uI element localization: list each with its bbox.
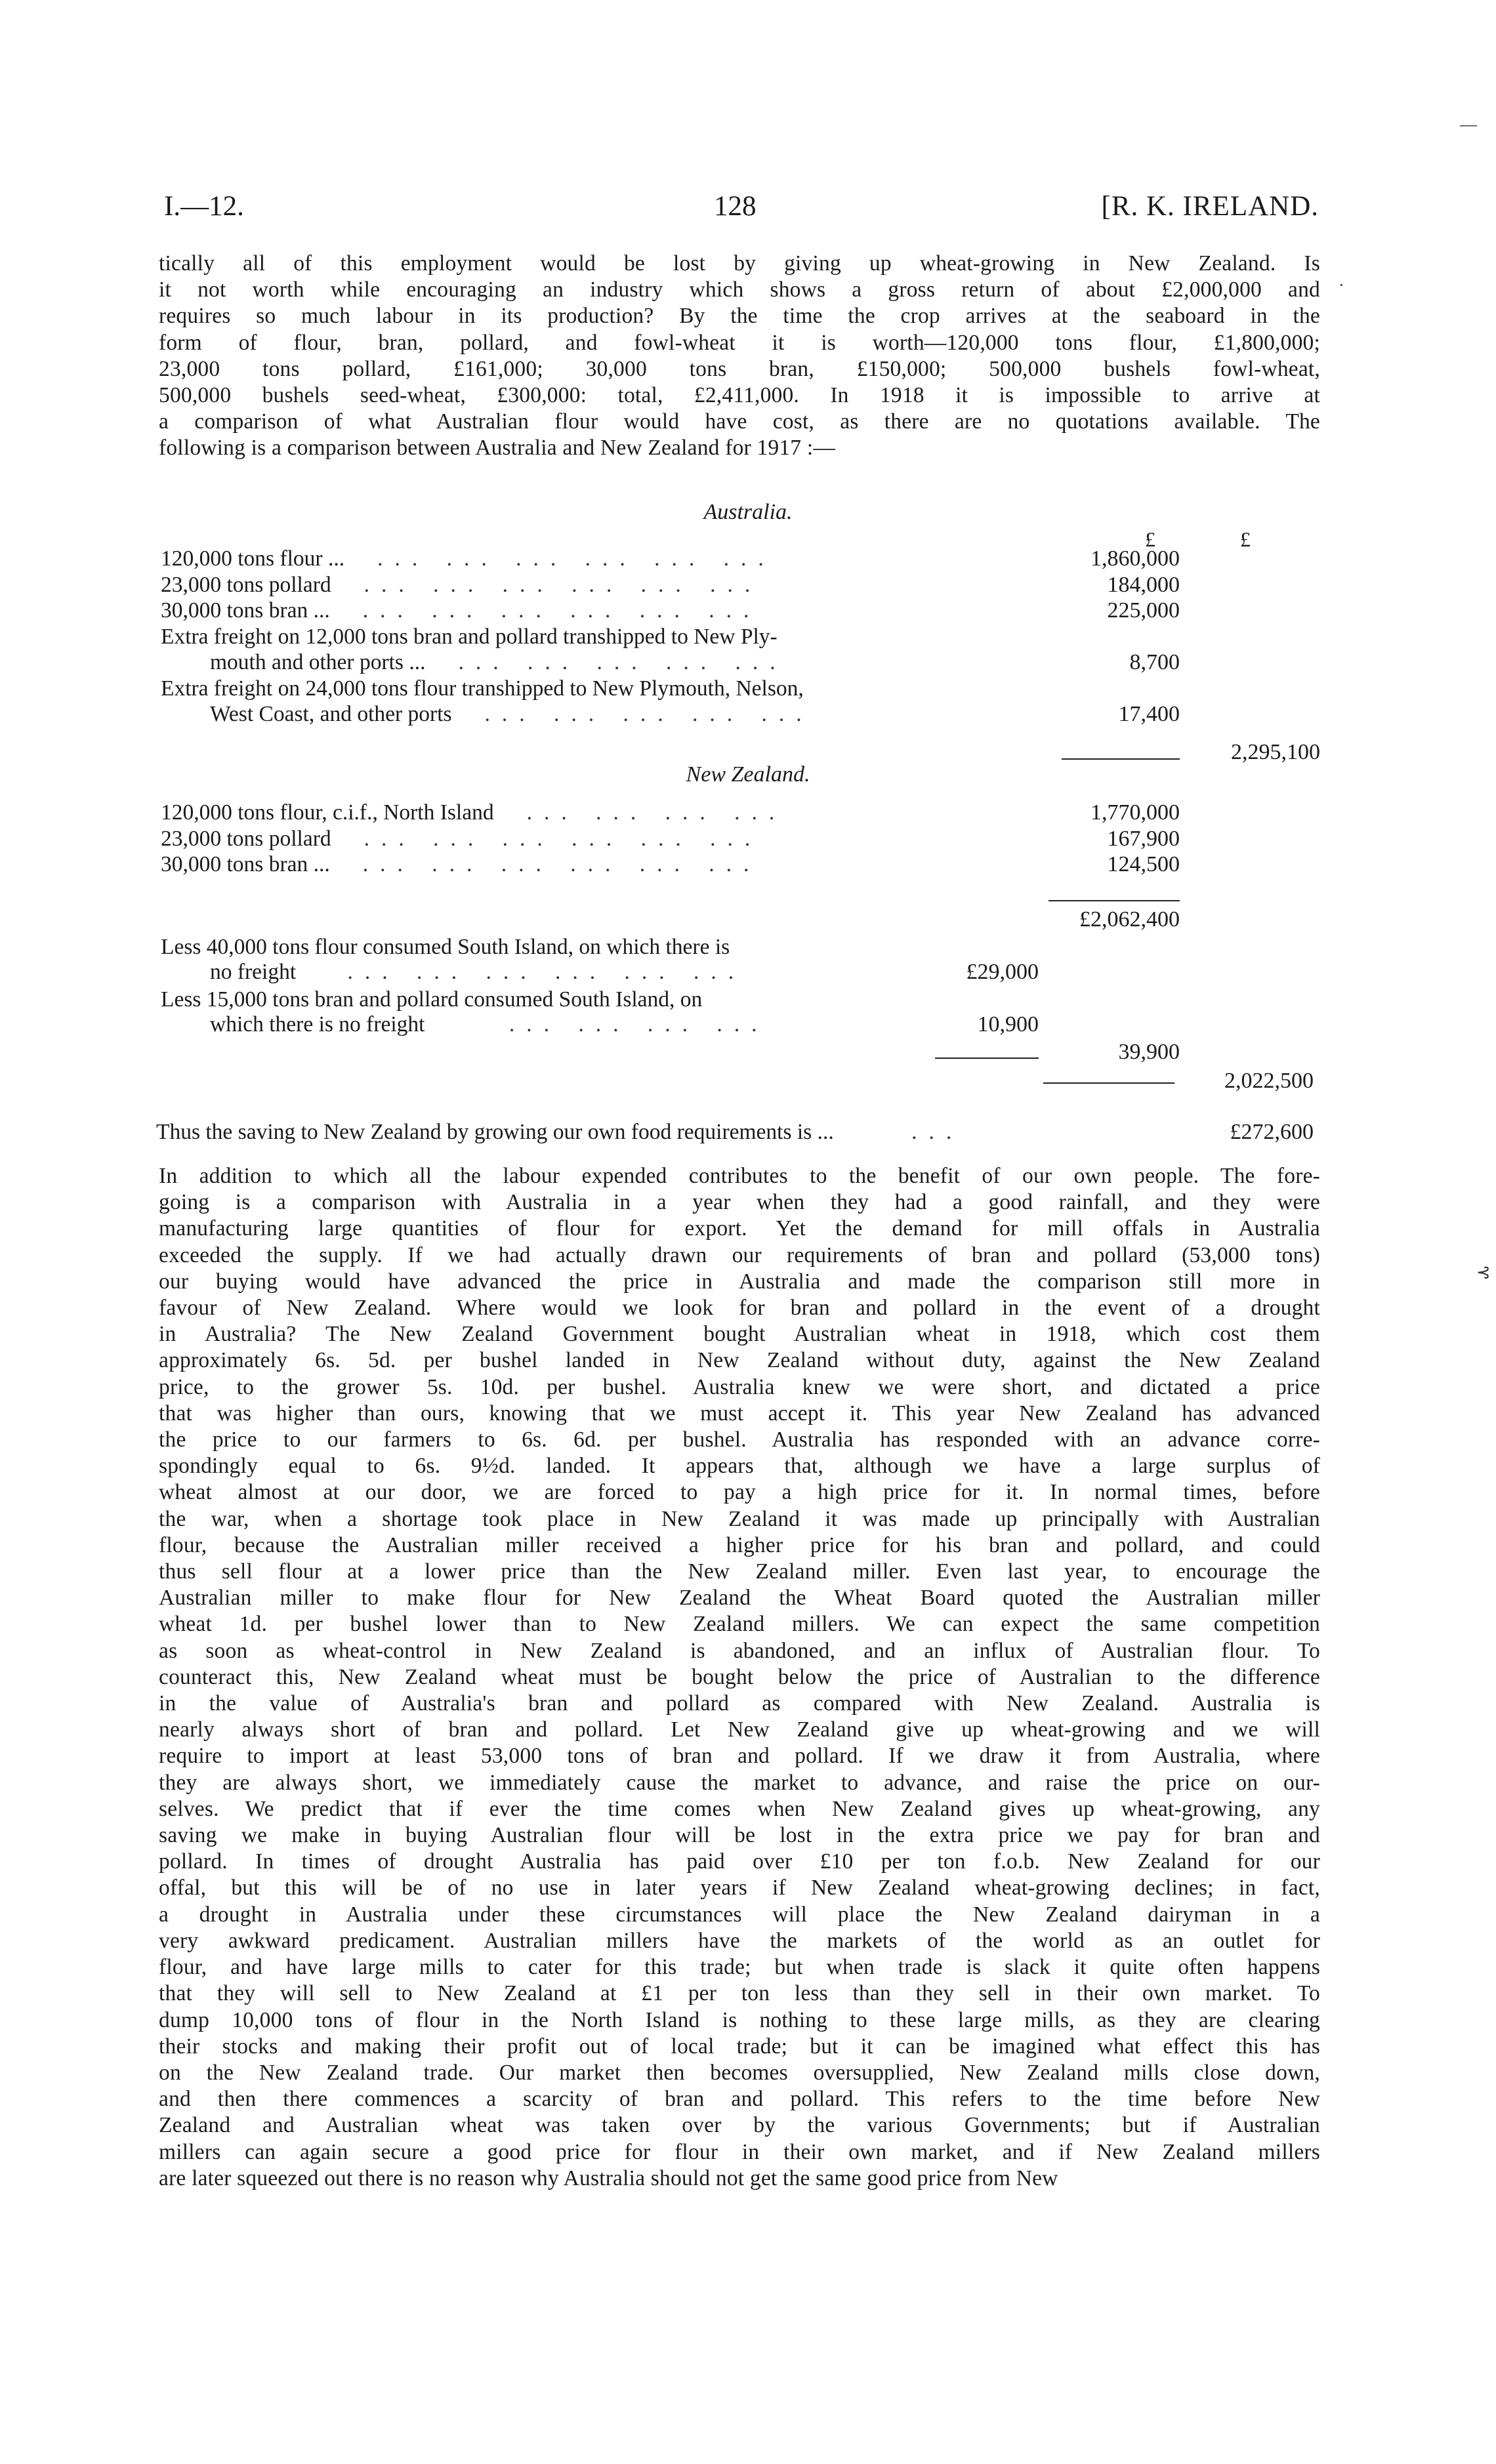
body-line: millers can again secure a good price for flour in their own market, and if New Zealand millers [159, 2139, 1320, 2164]
nz-subtotal: £2,062,400 [1079, 907, 1180, 932]
body-line: Australian miller to make flour for New Zealand the Wheat Board quoted the Australian miller [159, 1586, 1320, 1611]
body-line: in the value of Australia's bran and pollard as compared with New Zealand. Australia is [159, 1691, 1320, 1716]
nz-row-dots: ... ... ... ... ... ... [362, 852, 761, 876]
page-header [164, 190, 1319, 230]
nz-total-rule [1043, 1082, 1174, 1084]
nz-row [161, 800, 786, 825]
body-line: the war, when a shortage took place in New Zealand it was made up principally with Australian [159, 1506, 1320, 1531]
nz-row [161, 852, 760, 877]
australia-row-dots: ... ... ... ... ... ... [377, 546, 776, 571]
nz-row-value: 124,500 [1107, 852, 1180, 876]
intro-paragraph [159, 251, 1320, 462]
less-row-1-value: £29,000 [966, 960, 1039, 984]
australia-row-dots: ... ... ... ... ... ... [364, 572, 762, 597]
saving-label: Thus the saving to New Zealand by growing our own food requirements is ... [156, 1120, 834, 1144]
page-number: 128 [714, 191, 757, 222]
australia-subtotal-rule [1062, 758, 1180, 760]
body-line: approximately 6s. 5d. per bushel landed in New Zealand without duty, against the New Zealand [159, 1348, 1320, 1373]
less-row-1-line2 [210, 960, 745, 985]
nz-row-dots: ... ... ... ... [526, 800, 787, 825]
body-line: flour, and have large mills to cater for this trade; but when trade is slack it quite often happens [159, 1955, 1320, 1980]
australia-row-label: mouth and other ports ... [210, 650, 426, 674]
nz-row-dots: ... ... ... ... ... ... [364, 826, 762, 851]
nz-row-label: 30,000 tons bran ... [161, 852, 330, 876]
australia-row-value: 184,000 [1107, 572, 1180, 597]
body-line: on the New Zealand trade. Our market then becomes oversupplied, New Zealand mills close down, [159, 2060, 1320, 2085]
intro-line: following is a comparison between Australia and New Zealand for 1917 :— [159, 436, 836, 461]
body-line: their stocks and making their profit out of local trade; but it can be imagined what effect this has [159, 2034, 1320, 2059]
australia-row [161, 598, 760, 623]
body-line: wheat 1d. per bushel lower than to New Zealand millers. We can expect the same competition [159, 1612, 1320, 1637]
australia-row-label: 30,000 tons bran ... [161, 598, 330, 623]
body-line: price, to the grower 5s. 10d. per bushel. Australia knew we were short, and dictated a price [159, 1374, 1320, 1399]
body-line: exceeded the supply. If we had actually drawn our requirements of bran and pollard (53,000 tons) [159, 1242, 1320, 1267]
body-line: in Australia? The New Zealand Government bought Australian wheat in 1918, which cost them [159, 1322, 1320, 1347]
intro-line: it not worth while encouraging an industry which shows a gross return of about £2,000,000 and [159, 277, 1320, 302]
australia-heading: Australia. [703, 500, 793, 524]
body-line: selves. We predict that if ever the time comes when New Zealand gives up wheat-growing, any [159, 1796, 1320, 1821]
intro-line: requires so much labour in its production? By the time the crop arrives at the seaboard in the [159, 304, 1320, 329]
australia-row-dots: ... ... ... ... ... [484, 702, 814, 726]
australia-row [161, 573, 762, 598]
intro-line: a comparison of what Australian flour would have cost, as there are no quotations available. The [159, 409, 1320, 434]
australia-row [210, 650, 787, 675]
unit-col1: £ [1145, 527, 1155, 551]
less-row-2-line1: Less 15,000 tons bran and pollard consumed South Island, on [161, 987, 703, 1012]
less-subtotal-rule [935, 1057, 1039, 1059]
less-row-1-dots: ... ... ... ... ... ... [347, 960, 746, 984]
less-row-2-line2 [210, 1012, 768, 1037]
body-line: very awkward predicament. Australian millers have the markets of the world as an outlet for [159, 1928, 1320, 1953]
body-line: that they will sell to New Zealand at £1 per ton less than they sell in their own market. To [159, 1981, 1320, 2006]
less-row-2-dots: ... ... ... ... [509, 1012, 769, 1037]
nz-row-value: 1,770,000 [1091, 800, 1180, 825]
body-line: require to import at least 53,000 tons of bran and pollard. If we draw it from Australia, where [159, 1744, 1320, 1769]
body-line: saving we make in buying Australian flour will be lost in the extra price we pay for bran and [159, 1823, 1320, 1848]
australia-row-dots: ... ... ... ... ... [458, 650, 787, 674]
body-line: In addition to which all the labour expended contributes to the benefit of our own people. The fore- [159, 1164, 1320, 1188]
body-line: wheat almost at our door, we are forced to pay a high price for it. In normal times, before [159, 1480, 1320, 1505]
less-row-2-value: 10,900 [977, 1012, 1039, 1037]
less-row-1-line1: Less 40,000 tons flour consumed South Island, on which there is [161, 935, 730, 959]
australia-row-label: Extra freight on 12,000 tons bran and pollard transhipped to New Ply- [161, 624, 778, 649]
body-line: our buying would have advanced the price in Australia and made the comparison still more in [159, 1269, 1320, 1294]
body-line: pollard. In times of drought Australia has paid over £10 per ton f.o.b. New Zealand for our [159, 1849, 1320, 1874]
body-line: favour of New Zealand. Where would we look for bran and pollard in the event of a drought [159, 1296, 1320, 1321]
body-line: flour, because the Australian miller received a higher price for his bran and pollard, and could [159, 1532, 1320, 1557]
report-reference: I.—12. [164, 191, 244, 222]
intro-line: 500,000 bushels seed-wheat, £300,000: total, £2,411,000. In 1918 it is impossible to arrive at [159, 383, 1320, 408]
australia-total: 2,295,100 [1231, 740, 1320, 764]
body-line: thus sell flour at a lower price than the New Zealand miller. Even last year, to encourage the [159, 1559, 1320, 1584]
body-line: offal, but this will be of no use in later years if New Zealand wheat-growing declines; in fact, [159, 1876, 1320, 1900]
australia-row [161, 676, 804, 701]
intro-line: form of flour, bran, pollard, and fowl-wheat it is worth—120,000 tons flour, £1,800,000; [159, 330, 1320, 355]
body-line: Zealand and Australian wheat was taken over by the various Governments; but if Australian [159, 2113, 1320, 2138]
australia-row-label: 23,000 tons pollard [161, 572, 331, 597]
new-zealand-heading: New Zealand. [686, 762, 810, 787]
australia-row-value: 1,860,000 [1091, 546, 1180, 571]
less-total: 39,900 [1118, 1040, 1180, 1064]
body-line: spondingly equal to 6s. 9½d. landed. It appears that, although we have a large surplus of [159, 1454, 1320, 1479]
intro-line: tically all of this employment would be lost by giving up wheat-growing in New Zealand. Is [159, 251, 1320, 276]
body-line: and then there commences a scarcity of bran and pollard. This refers to the time before New [159, 2087, 1320, 2112]
nz-row-label: 120,000 tons flour, c.i.f., North Island [161, 800, 494, 825]
body-paragraph [159, 1163, 1320, 2192]
body-line: dump 10,000 tons of flour in the North Island is nothing to these large mills, as they are clearing [159, 2007, 1320, 2032]
australia-row-label: Extra freight on 24,000 tons flour transhipped to New Plymouth, Nelson, [161, 676, 804, 701]
speaker-name: [R. K. IRELAND. [1101, 191, 1319, 222]
australia-row-value: 225,000 [1107, 598, 1180, 623]
body-line: they are always short, we immediately cause the market to advance, and raise the price on our- [159, 1770, 1320, 1795]
nz-subtotal-rule [1049, 900, 1180, 901]
nz-total: 2,022,500 [1224, 1069, 1314, 1093]
body-line: counteract this, New Zealand wheat must be bought below the price of Australian to the difference [159, 1664, 1320, 1689]
australia-row-dots: ... ... ... ... ... ... [362, 598, 761, 623]
nz-row-label: 23,000 tons pollard [161, 826, 331, 851]
body-line: as soon as wheat-control in New Zealand is abandoned, and an influx of Australian flour. To [159, 1638, 1320, 1663]
body-line: that was higher than ours, knowing that we must accept it. This year New Zealand has advanced [159, 1401, 1320, 1426]
australia-row [161, 546, 776, 571]
body-line: the price to our farmers to 6s. 6d. per bushel. Australia has responded with an advance corre- [159, 1427, 1320, 1452]
body-line: a drought in Australia under these circumstances will place the New Zealand dairyman in a [159, 1902, 1320, 1927]
nz-row-value: 167,900 [1107, 826, 1180, 851]
less-row-1-label: no freight [210, 960, 297, 984]
margin-mark-top: — [1460, 115, 1477, 134]
saving-row [156, 1120, 963, 1145]
body-line: manufacturing large quantities of flour for export. Yet the demand for mill offals in Australia [159, 1216, 1320, 1241]
body-line: nearly always short of bran and pollard. Let New Zealand give up wheat-growing and we will [159, 1717, 1320, 1742]
intro-line: 23,000 tons pollard, £161,000; 30,000 tons bran, £150,000; 500,000 bushels fowl-wheat, [159, 356, 1320, 381]
less-row-2-label: which there is no freight [210, 1012, 425, 1037]
body-line: going is a comparison with Australia in a year when they had a good rainfall, and they were [159, 1190, 1320, 1215]
body-line: are later squeezed out there is no reason why Australia should not get the same good price from New [159, 2166, 1058, 2190]
australia-row-label: West Coast, and other ports [210, 702, 452, 726]
nz-row [161, 827, 762, 852]
australia-row [210, 702, 814, 727]
margin-mark-dot: · [1339, 276, 1344, 295]
margin-mark-side: ⊰ [1476, 1263, 1491, 1282]
unit-col2: £ [1240, 527, 1251, 551]
australia-row-value: 17,400 [1118, 702, 1180, 726]
australia-row-label: 120,000 tons flour ... [161, 546, 345, 571]
saving-value: £272,600 [1230, 1120, 1314, 1144]
australia-row [161, 625, 778, 649]
australia-row-value: 8,700 [1129, 650, 1180, 674]
saving-dots: ... [911, 1120, 964, 1144]
